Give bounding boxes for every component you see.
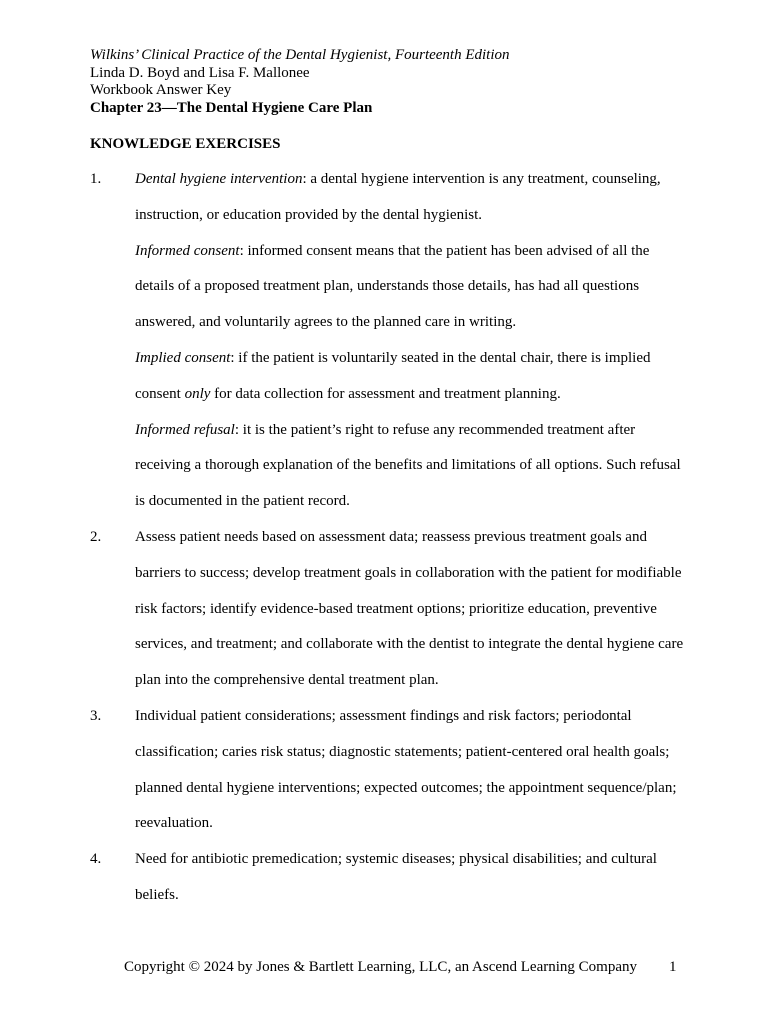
authors: Linda D. Boyd and Lisa F. Mallonee xyxy=(90,64,310,81)
list-item xyxy=(90,699,690,842)
document-header xyxy=(90,47,510,117)
section-title: KNOWLEDGE EXERCISES xyxy=(90,136,281,152)
term: Informed refusal xyxy=(135,421,235,438)
definition-text: : it is the patient’s right to refuse any recommended treatment after receiving a thorough explanation of the benefits and limitations of all options. Such refusal is documented in the patient record. xyxy=(135,421,681,510)
definition-informed-refusal xyxy=(135,413,690,520)
emphasis: only xyxy=(184,385,211,402)
list-item xyxy=(90,520,690,699)
item-body xyxy=(135,520,690,699)
exercise-list xyxy=(90,162,690,914)
item-number: 1. xyxy=(90,171,102,187)
item-text: Need for antibiotic premedication; systemic diseases; physical disabilities; and cultural beliefs. xyxy=(135,851,657,903)
item-body xyxy=(135,699,690,842)
chapter-title: Chapter 23—The Dental Hygiene Care Plan xyxy=(90,99,373,116)
item-number: 2. xyxy=(90,528,102,545)
item-body xyxy=(135,162,690,520)
term: Dental hygiene intervention xyxy=(135,171,303,187)
page-number: 1 xyxy=(669,959,677,975)
item-body xyxy=(135,842,690,914)
definition-text: for data collection for assessment and treatment planning. xyxy=(210,385,561,402)
definition-implied-consent xyxy=(135,341,690,413)
item-number: 4. xyxy=(90,851,102,868)
item-text: Individual patient considerations; assessment findings and risk factors; periodontal classification; caries risk status; diagnostic statements; patient-centered oral health goals; planned dental hygiene interventions; expected outcomes; the appointment sequence/plan; reevaluation. xyxy=(135,707,677,832)
list-item xyxy=(90,162,690,520)
list-item xyxy=(90,842,690,914)
definition-dental-hygiene-intervention xyxy=(135,162,690,234)
definition-text: : informed consent means that the patient has been advised of all the details of a proposed treatment plan, understands those details, has had all questions answered, and voluntarily agrees to the planned care in writing. xyxy=(135,242,650,331)
definition-informed-consent xyxy=(135,234,690,341)
term: Informed consent xyxy=(135,242,240,259)
book-title: Wilkins’ Clinical Practice of the Dental Hygienist, Fourteenth Edition xyxy=(90,47,510,63)
item-number: 3. xyxy=(90,707,102,724)
definition-text: : if the patient is voluntarily seated in the dental chair, there is implied consent xyxy=(135,349,651,402)
term: Implied consent xyxy=(135,349,231,366)
item-text: Assess patient needs based on assessment data; reassess previous treatment goals and barriers to success; develop treatment goals in collaboration with the patient for modifiable risk factors; identify evidence-based treatment options; prioritize education, preventive services, and treatment; and collaborate with the dentist to integrate the dental hygiene care plan into the comprehensive dental treatment plan. xyxy=(135,528,684,689)
copyright-notice: Copyright © 2024 by Jones & Bartlett Learning, LLC, an Ascend Learning Company xyxy=(124,959,637,975)
document-type: Workbook Answer Key xyxy=(90,82,232,98)
definition-text: : a dental hygiene intervention is any treatment, counseling, instruction, or education provided by the dental hygienist. xyxy=(135,171,661,223)
